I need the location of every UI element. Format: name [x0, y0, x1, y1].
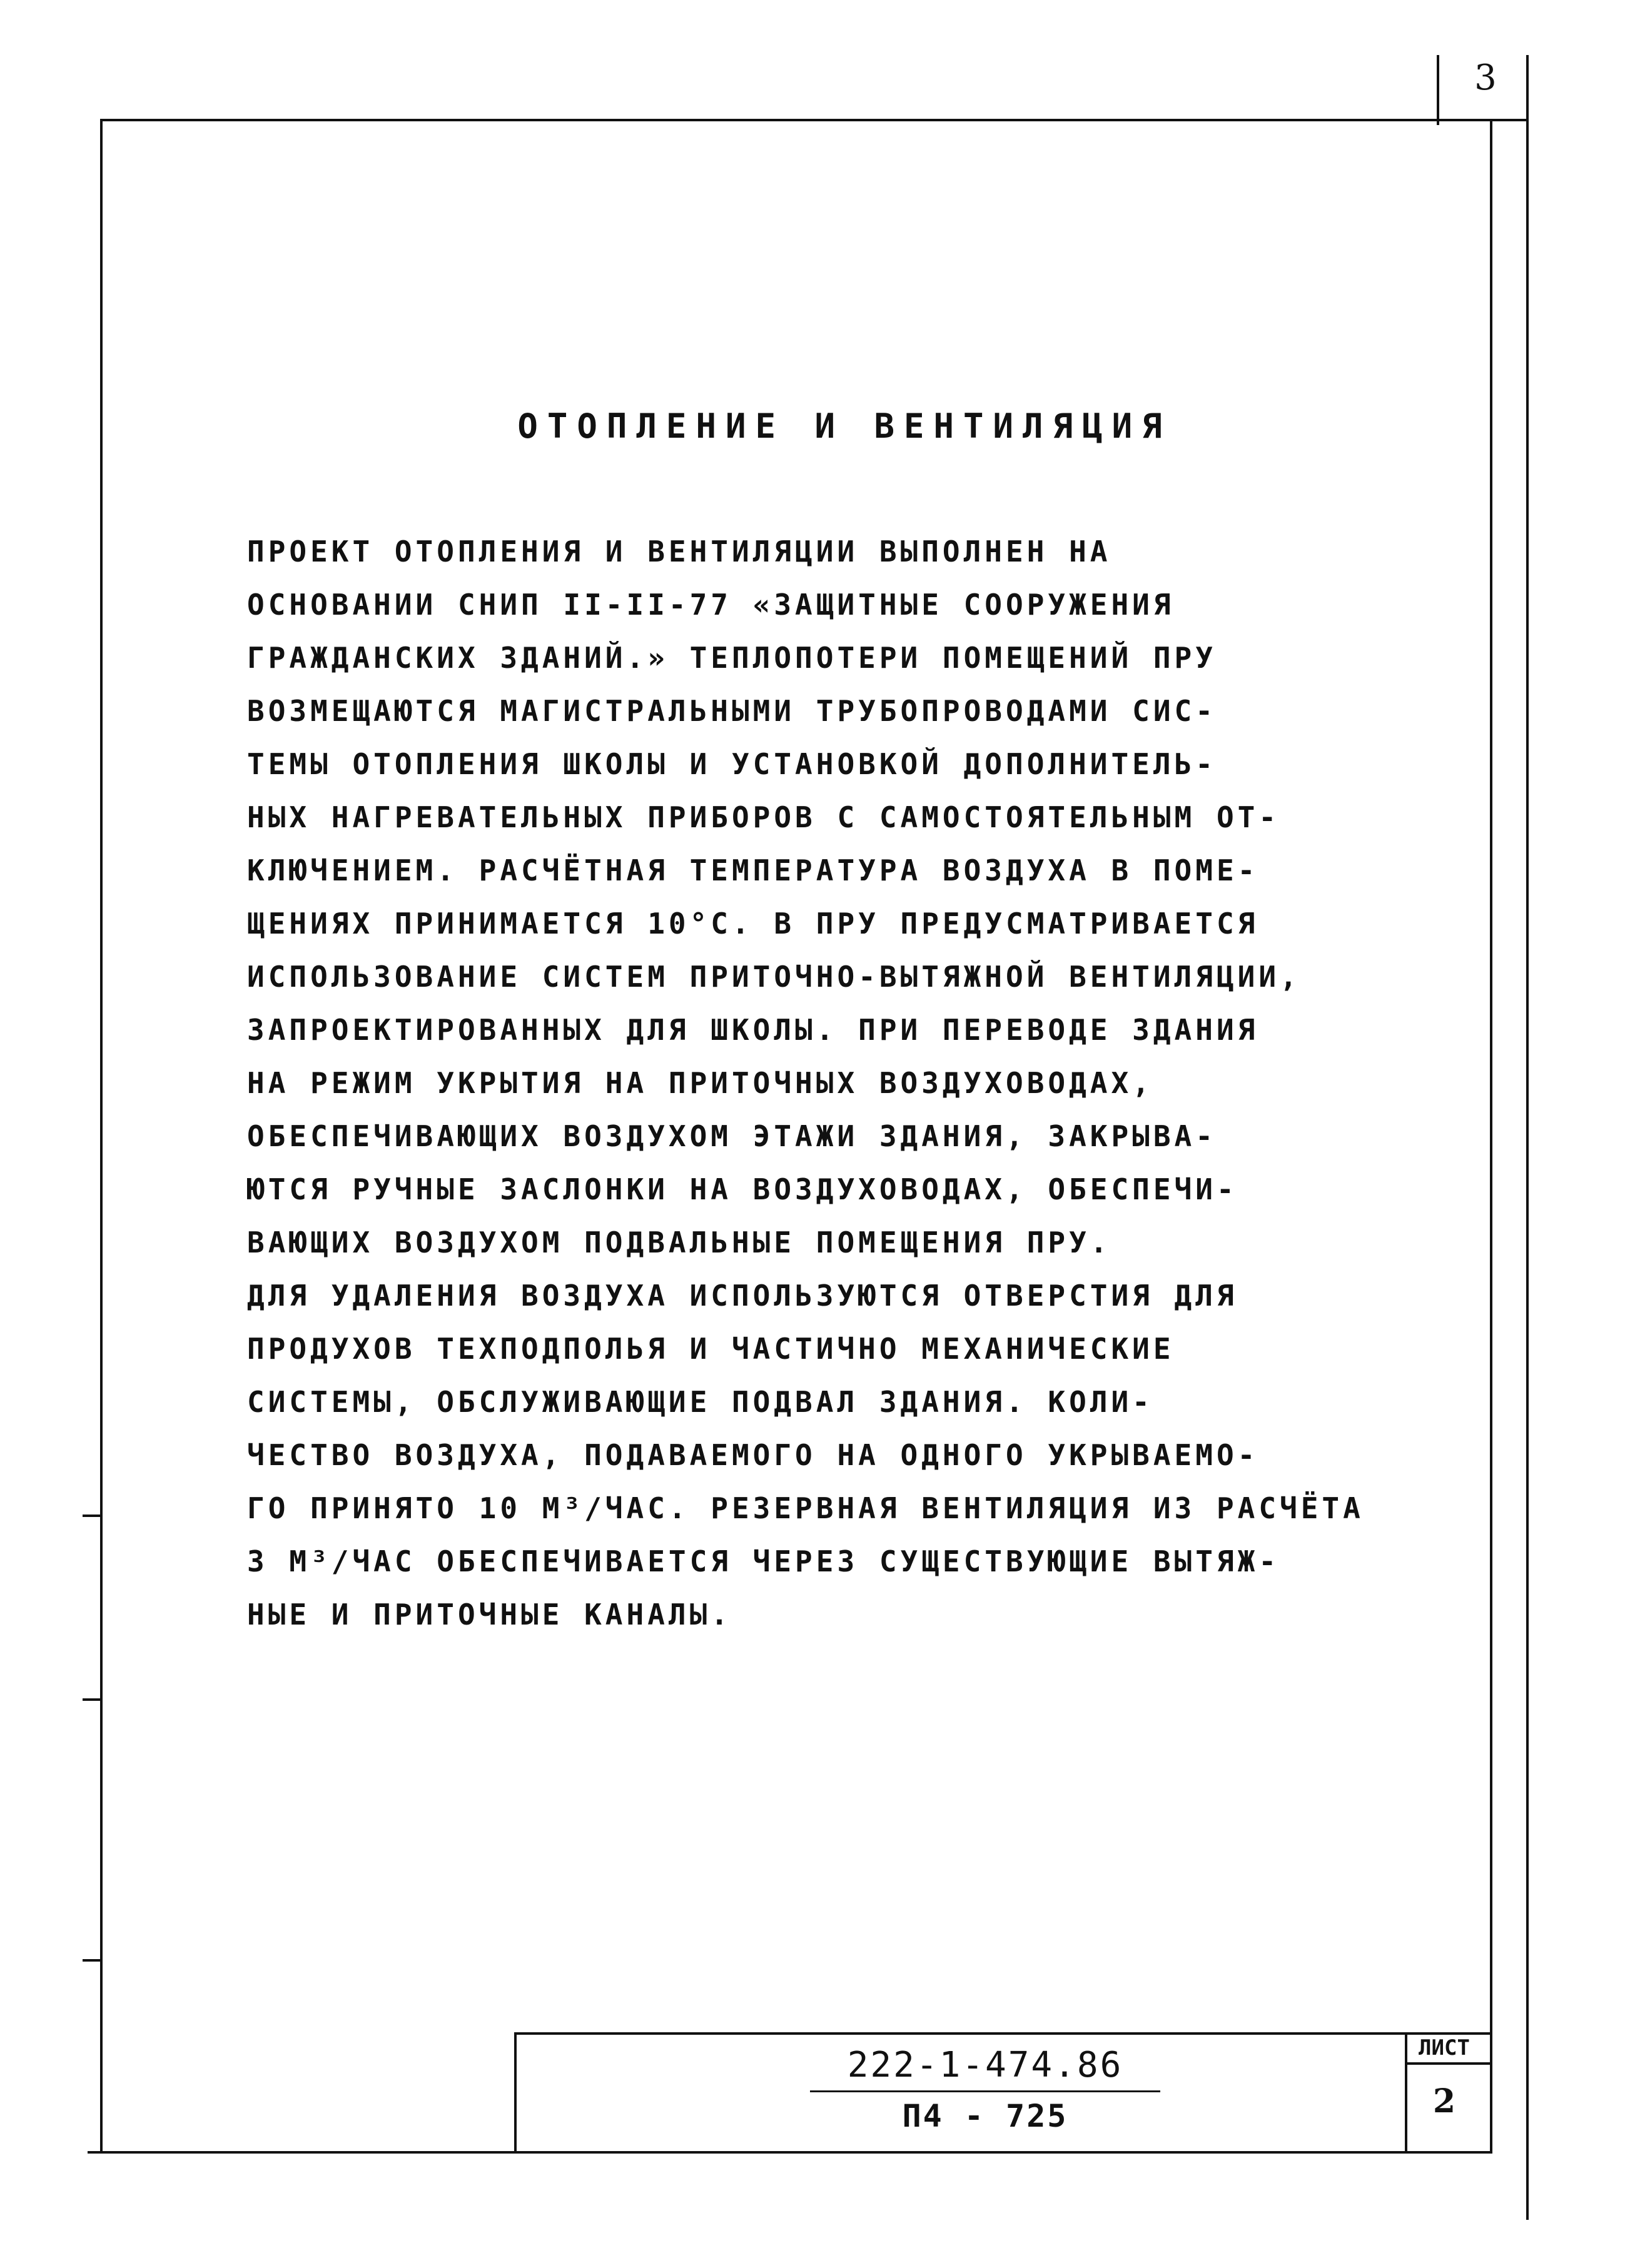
page-number: 3 [1474, 58, 1497, 98]
body-line: ВАЮЩИХ ВОЗДУХОМ ПОДВАЛЬНЫЕ ПОМЕЩЕНИЯ ПРУ. [247, 1226, 1111, 1259]
body-line: ИСПОЛЬЗОВАНИЕ СИСТЕМ ПРИТОЧНО-ВЫТЯЖНОЙ ВЕНТИЛЯЦИИ, [247, 960, 1301, 994]
body-line: НЫХ НАГРЕВАТЕЛЬНЫХ ПРИБОРОВ С САМОСТОЯТЕЛЬНЫМ ОТ- [247, 800, 1280, 834]
body-line: 3 М³/ЧАС ОБЕСПЕЧИВАЕТСЯ ЧЕРЕЗ СУЩЕСТВУЮЩИЕ ВЫТЯЖ- [247, 1545, 1280, 1578]
body-line: ТЕМЫ ОТОПЛЕНИЯ ШКОЛЫ И УСТАНОВКОЙ ДОПОЛНИТЕЛЬ- [247, 747, 1217, 781]
body-line: КЛЮЧЕНИЕМ. РАСЧЁТНАЯ ТЕМПЕРАТУРА ВОЗДУХА В ПОМЕ- [247, 854, 1259, 887]
frame-top [100, 119, 1529, 121]
body-line: ЗАПРОЕКТИРОВАННЫХ ДЛЯ ШКОЛЫ. ПРИ ПЕРЕВОДЕ ЗДАНИЯ [247, 1013, 1259, 1047]
body-line: ЩЕНИЯХ ПРИНИМАЕТСЯ 10°С. В ПРУ ПРЕДУСМАТРИВАЕТСЯ [247, 907, 1259, 940]
stamp-left [514, 2032, 517, 2154]
body-line: НА РЕЖИМ УКРЫТИЯ НА ПРИТОЧНЫХ ВОЗДУХОВОДАХ, [247, 1066, 1153, 1100]
body-line: ОБЕСПЕЧИВАЮЩИХ ВОЗДУХОМ ЭТАЖИ ЗДАНИЯ, ЗАКРЫВА- [247, 1119, 1217, 1153]
right-edge-line [1526, 55, 1529, 2220]
margin-tick [83, 1959, 103, 1962]
document-title: ОТОПЛЕНИЕ И ВЕНТИЛЯЦИЯ [517, 406, 1172, 446]
frame-bottom [88, 2151, 1492, 2154]
page-number-divider [1437, 55, 1439, 125]
body-line: ГРАЖДАНСКИХ ЗДАНИЙ.» ТЕПЛОПОТЕРИ ПОМЕЩЕНИЙ ПРУ [247, 641, 1217, 675]
body-line: СИСТЕМЫ, ОБСЛУЖИВАЮЩИЕ ПОДВАЛ ЗДАНИЯ. КОЛИ- [247, 1385, 1153, 1419]
body-text [247, 525, 1373, 1641]
frame-right [1490, 119, 1492, 2152]
document-subcode: П4 - 725 [902, 2098, 1068, 2134]
body-line: ВОЗМЕЩАЮТСЯ МАГИСТРАЛЬНЫМИ ТРУБОПРОВОДАМИ СИС- [247, 694, 1217, 728]
body-line: ГО ПРИНЯТО 10 М³/ЧАС. РЕЗЕРВНАЯ ВЕНТИЛЯЦИЯ ИЗ РАСЧЁТА [247, 1491, 1364, 1525]
body-line: ДЛЯ УДАЛЕНИЯ ВОЗДУХА ИСПОЛЬЗУЮТСЯ ОТВЕРСТИЯ ДЛЯ [247, 1279, 1238, 1313]
margin-tick [83, 1515, 103, 1517]
frame-left [100, 119, 103, 2152]
body-line: ЧЕСТВО ВОЗДУХА, ПОДАВАЕМОГО НА ОДНОГО УКРЫВАЕМО- [247, 1438, 1259, 1472]
stamp-top [514, 2032, 1492, 2035]
sheet-label: ЛИСТ [1419, 2035, 1470, 2060]
sheet-number: 2 [1432, 2082, 1456, 2120]
body-line: НЫЕ И ПРИТОЧНЫЕ КАНАЛЫ. [247, 1598, 732, 1631]
stamp-code-underline [810, 2090, 1160, 2092]
body-line: ПРОДУХОВ ТЕХПОДПОЛЬЯ И ЧАСТИЧНО МЕХАНИЧЕСКИЕ [247, 1332, 1175, 1366]
margin-tick [83, 1698, 103, 1701]
document-code: 222-1-474.86 [847, 2045, 1123, 2085]
body-line: ПРОЕКТ ОТОПЛЕНИЯ И ВЕНТИЛЯЦИИ ВЫПОЛНЕН НА [247, 535, 1111, 568]
body-line: ОСНОВАНИИ СНИП II-II-77 «ЗАЩИТНЫЕ СООРУЖЕНИЯ [247, 588, 1175, 622]
body-line: ЮТСЯ РУЧНЫЕ ЗАСЛОНКИ НА ВОЗДУХОВОДАХ, ОБЕСПЕЧИ- [247, 1172, 1238, 1206]
stamp-sheet-label-divider [1405, 2062, 1492, 2065]
